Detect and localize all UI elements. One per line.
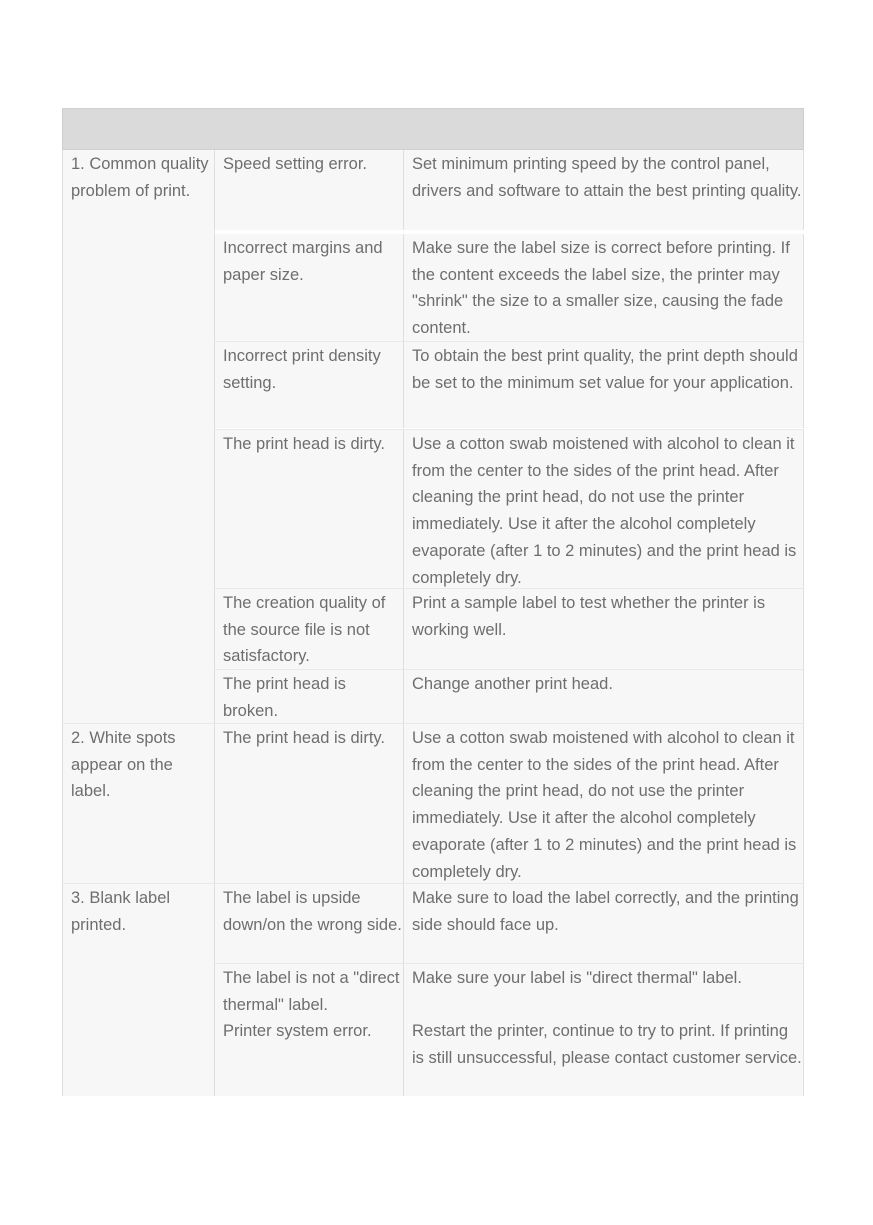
cause-cell: The label is upside down/on the wrong side. xyxy=(215,883,404,963)
problem-cell: 3. Blank label printed. xyxy=(62,883,215,1096)
problem-cell: 2. White spots appear on the label. xyxy=(62,723,215,883)
cause-cell: Speed setting error. xyxy=(215,150,404,230)
cause-cell: The print head is dirty. xyxy=(215,429,404,588)
solution-cell: Make sure your label is "direct thermal" label. xyxy=(404,963,804,1017)
cause-cell: The label is not a "direct thermal" label. xyxy=(215,963,404,1017)
table-row xyxy=(62,1017,804,1096)
table-row xyxy=(62,588,804,669)
cause-cell: Incorrect margins and paper size. xyxy=(215,234,404,341)
problem-cell: 1. Common quality problem of print. xyxy=(62,150,215,723)
solution-cell: To obtain the best print quality, the print depth should be set to the minimum set value for your application. xyxy=(404,341,804,428)
table-row xyxy=(62,341,804,428)
solution-cell: Set minimum printing speed by the control panel, drivers and software to attain the best printing quality. xyxy=(404,150,804,230)
solution-cell: Use a cotton swab moistened with alcohol to clean it from the center to the sides of the print head. After cleaning the print head, do not use the printer immediately. Use it after the alcohol completely evaporate (after 1 to 2 minutes) and the print head is completely dry. xyxy=(404,429,804,588)
cause-cell: The print head is dirty. xyxy=(215,723,404,883)
cause-cell: The creation quality of the source file is not satisfactory. xyxy=(215,588,404,669)
solution-cell: Make sure to load the label correctly, and the printing side should face up. xyxy=(404,883,804,963)
table-row xyxy=(62,669,804,723)
table-row xyxy=(62,429,804,588)
table-row xyxy=(62,234,804,341)
table-row xyxy=(62,883,804,963)
solution-cell: Restart the printer, continue to try to print. If printing is still unsuccessful, please contact customer service. xyxy=(404,1017,804,1096)
solution-cell: Use a cotton swab moistened with alcohol to clean it from the center to the sides of the print head. After cleaning the print head, do not use the printer immediately. Use it after the alcohol completely evaporate (after 1 to 2 minutes) and the print head is completely dry. xyxy=(404,723,804,883)
table-row xyxy=(62,723,804,883)
solution-cell: Change another print head. xyxy=(404,669,804,723)
cause-cell: Printer system error. xyxy=(215,1017,404,1096)
cause-cell: The print head is broken. xyxy=(215,669,404,723)
solution-cell: Print a sample label to test whether the printer is working well. xyxy=(404,588,804,669)
table-header-band xyxy=(62,108,804,150)
cause-cell: Incorrect print density setting. xyxy=(215,341,404,428)
solution-cell: Make sure the label size is correct before printing. If the content exceeds the label size, the printer may "shrink" the size to a smaller size, causing the fade content. xyxy=(404,234,804,341)
table-row xyxy=(62,150,804,230)
table-row xyxy=(62,963,804,1017)
